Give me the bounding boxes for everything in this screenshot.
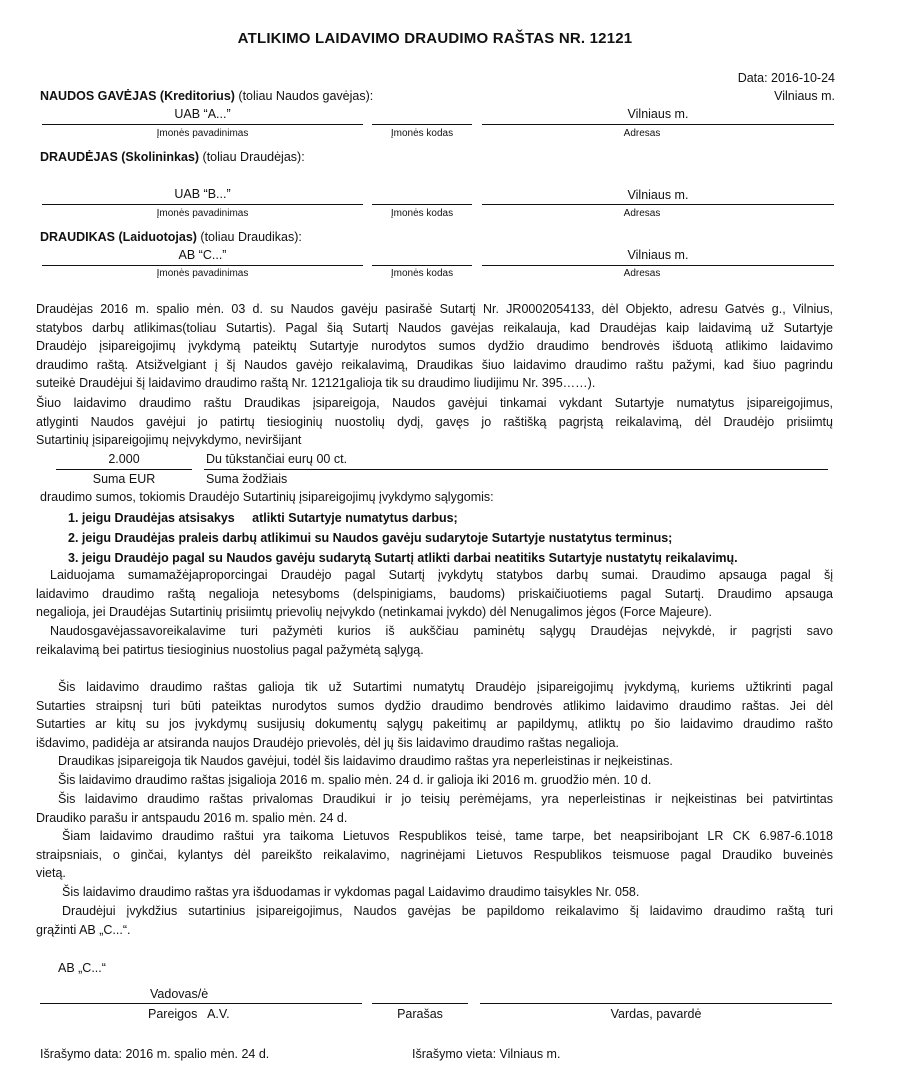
p11-line: grąžinti AB „C...“. xyxy=(36,922,131,937)
amount-label: Suma EUR xyxy=(92,472,156,486)
insurer-heading-rest: (toliau Draudikas): xyxy=(196,230,302,244)
issue-place: Išrašymo vieta: Vilniaus m. xyxy=(412,1047,561,1061)
amount-value-line xyxy=(56,469,192,470)
signature-name-line xyxy=(480,1003,832,1004)
beneficiary-label-address: Adresas xyxy=(623,128,661,139)
paragraph-scope xyxy=(36,566,833,622)
amount-words: Du tūkstančiai eurų 00 ct. xyxy=(206,452,348,466)
document-title: ATLIKIMO LAIDAVIMO DRAUDIMO RAŠTAS NR. 12121 xyxy=(237,30,633,47)
p1-line: draudimo raštą. Atsižvelgiant į šį Naudos gavėjo reikalavimą, Draudikas šiuo laidavimo draudimo raštu pažymi, kad šiuo pagrindu xyxy=(36,357,833,372)
condition-item: 3. jeigu Draudėjo pagal su Naudos gavėju sudarytą Sutartį atlikti darbai neatitiks Sutartyje nustatytų reikalavimų. xyxy=(68,551,738,565)
conditions-list xyxy=(68,508,738,568)
p5-line: išdavimo, padidėja ar atsiranda naujos Draudėjo prievolės, dėl jų šis laidavimo draudimo raštas negalioja. xyxy=(36,735,619,750)
insurer-name: AB “C...” xyxy=(178,248,227,262)
beneficiary-heading-bold: NAUDOS GAVĖJAS (Kreditorius) xyxy=(40,89,235,103)
signature-sign-line xyxy=(372,1003,468,1004)
insurer-label-name: Įmonės pavadinimas xyxy=(156,268,249,279)
p1-line: Draudėjo įsipareigojimų įvykdymą pateiktų Sutartyje nurodytos sumos dydžio draudimo bendrovės išduotą atlikimo laidavimo xyxy=(36,339,833,354)
beneficiary-code-line xyxy=(372,124,472,125)
signature-label-name: Vardas, pavardė xyxy=(610,1007,702,1021)
p5-line: Sutarties straipsnį turi būti pateiktas nurodytos sumos dydžio draudimo bendrovės atlikimo laidavimo draudimo raštas. Jei dėl xyxy=(36,698,833,713)
p2-line: atlyginti Naudos gavėjui jo patirtų tiesioginių nuostolių dydį, gavęs jo raštišką pagrįstą reikalavimą, dėl Draudėjo prisiimtų xyxy=(36,414,833,429)
p3-line: negalioja, jei Draudėjas Sutartinių prisiimtų prievolių neįvykdo (netinkamai įvykdo) dėl Nenugalimos jėgos (Force Majeure). xyxy=(36,605,713,620)
principal-address-line xyxy=(482,204,834,205)
signature-company: AB „C...“ xyxy=(58,961,106,975)
signature-label-position: Pareigos A.V. xyxy=(148,1007,230,1021)
paragraph-obligation xyxy=(36,394,833,450)
principal-address: Vilniaus m. xyxy=(627,188,689,202)
principal-label-name: Įmonės pavadinimas xyxy=(156,208,249,219)
insurer-name-line xyxy=(42,265,363,266)
p1-line: Draudėjas 2016 m. spalio mėn. 03 d. su Naudos gavėju pasirašė Sutartį Nr. JR0002054133, dėl Objekto, adresu Gatvės g., Vilnius, xyxy=(36,302,833,316)
document-date: Data: 2016-10-24 xyxy=(737,71,835,85)
paragraph-return xyxy=(36,902,833,939)
insurer-code-line xyxy=(372,265,472,266)
p2-line: Šiuo laidavimo draudimo raštu Draudikas įsipareigoja, Naudos gavėjui tinkamai vykdant Sutartyje numatytus įsipareigojimus, xyxy=(36,396,833,410)
p9-line: straipsniais, o ginčai, kylantys dėl pareikšto reikalavimo, nagrinėjami Lietuvos Respublikos teismuose pagal Draudiko buveinės xyxy=(36,847,833,862)
principal-name-line xyxy=(42,204,363,205)
principal-heading-bold: DRAUDĖJAS (Skolininkas) xyxy=(40,150,200,164)
p9-line: Šiam laidavimo draudimo raštui yra taikoma Lietuvos Respublikos teisė, tame tarpe, bet neapsiribojant LR CK 6.987-6.1018 xyxy=(62,829,833,843)
p4-line: Naudosgavėjassavoreikalavime turi pažymėti kurios iš aukščiau paminėtų sąlygų Draudėjas neįvykdė, ir pagrįsti savo xyxy=(50,624,833,638)
paragraph-validity xyxy=(36,678,833,752)
beneficiary-name: UAB “A...” xyxy=(174,107,231,121)
signature-position-line xyxy=(40,1003,362,1004)
insurer-heading-bold: DRAUDIKAS (Laiduotojas) xyxy=(40,230,197,244)
paragraph-transfer xyxy=(36,752,833,771)
insurer-address-line xyxy=(482,265,834,266)
p1-line: statybos darbų atlikimas(toliau Sutartis). Pagal šią Sutartį Naudos gavėjas reikalauja, kad Draudėjas kaip laidavimą už Sutartyje xyxy=(36,320,833,335)
insurer-label-address: Adresas xyxy=(623,268,661,279)
p5-line: Sutarties ar kitų su jos įvykdymų susijusių dokumentų sąlygų pakeitimų ar papildymų, atliktų po šio laidavimo draudimo rašto xyxy=(36,717,833,732)
amount-words-label: Suma žodžiais xyxy=(206,472,288,486)
paragraph-law xyxy=(36,827,833,883)
condition-item: 2. jeigu Draudėjas praleis darbų atlikimui su Naudos gavėju sudarytoje Sutartyje nustatytus terminus; xyxy=(68,531,673,545)
beneficiary-address-line xyxy=(482,124,834,125)
beneficiary-heading-rest: (toliau Naudos gavėjas): xyxy=(234,89,374,103)
signature-label-sign: Parašas xyxy=(397,1007,443,1021)
p7-line: Šis laidavimo draudimo raštas įsigalioja 2016 m. spalio mėn. 24 d. ir galioja iki 2016 m. gruodžio mėn. 10 d. xyxy=(58,773,652,787)
paragraph-binding xyxy=(36,790,833,827)
p1-line: suteikė Draudėjui šį laidavimo draudimo raštą Nr. 12121galioja tik su draudimo liudijimu Nr. 395……). xyxy=(36,376,596,391)
p4-line: reikalavimą bei patirtus tiesioginius nuostolius pagal pažymėtą sąlygą. xyxy=(36,642,424,657)
paragraph-contract xyxy=(36,300,833,393)
insurer-heading xyxy=(40,230,302,244)
paragraph-term xyxy=(36,771,833,790)
principal-label-address: Adresas xyxy=(623,208,661,219)
principal-name: UAB “B...” xyxy=(174,187,231,201)
principal-heading xyxy=(40,150,305,164)
p2-line: Sutartinių įsipareigojimų neįvykdymo, neviršijant xyxy=(36,433,302,448)
beneficiary-label-code: Įmonės kodas xyxy=(390,128,454,139)
principal-label-code: Įmonės kodas xyxy=(390,208,454,219)
p3-line: Laiduojama sumamažėjaproporcingai Draudėjo pagal Sutartį įvykdytų statybos darbų sumai. Draudimo apsauga pagal šį xyxy=(50,568,833,582)
condition-item: 1. jeigu Draudėjas atsisakys atlikti Sutartyje numatytus darbus; xyxy=(68,511,458,525)
p9-line: vietą. xyxy=(36,866,66,881)
issue-date: Išrašymo data: 2016 m. spalio mėn. 24 d. xyxy=(40,1047,270,1061)
paragraph-claim xyxy=(36,622,833,659)
beneficiary-address: Vilniaus m. xyxy=(627,107,689,121)
p3-line: laidavimo draudimo raštą negalioja netesyboms (delspinigiams, baudoms) priskaičiuotiems pagal Sutartį. Draudimo apsauga xyxy=(36,586,833,601)
insurer-label-code: Įmonės kodas xyxy=(390,268,454,279)
conditions-intro: draudimo sumos, tokiomis Draudėjo Sutartinių įsipareigojimų įvykdymo sąlygomis: xyxy=(40,490,494,504)
p11-line: Draudėjui įvykdžius sutartinius įsipareigojimus, Naudos gavėjas be papildomo reikalavimo šį laidavimo draudimo raštą turi xyxy=(62,904,833,918)
insurer-address: Vilniaus m. xyxy=(627,248,689,262)
beneficiary-name-line xyxy=(42,124,363,125)
principal-code-line xyxy=(372,204,472,205)
beneficiary-label-name: Įmonės pavadinimas xyxy=(156,128,249,139)
principal-heading-rest: (toliau Draudėjas): xyxy=(199,150,305,164)
p8-line: Draudiko parašu ir antspaudu 2016 m. spalio mėn. 24 d. xyxy=(36,810,348,825)
p10-line: Šis laidavimo draudimo raštas yra išduodamas ir vykdomas pagal Laidavimo draudimo taisykles Nr. 058. xyxy=(62,885,640,899)
signature-role: Vadovas/ė xyxy=(150,987,209,1001)
document-city: Vilniaus m. xyxy=(774,89,835,103)
amount-value: 2.000 xyxy=(108,452,140,466)
paragraph-rules xyxy=(36,883,833,902)
p5-line: Šis laidavimo draudimo raštas galioja tik už Sutartimi numatytų Draudėjo įsipareigojimų įvykdymą, kuriems užtikrinti pagal xyxy=(58,680,833,694)
beneficiary-heading xyxy=(40,89,373,103)
p8-line: Šis laidavimo draudimo raštas privalomas Draudikui ir jo teisių perėmėjams, yra neperleistinas ir neįkeistinas bei patvirtintas xyxy=(58,792,833,806)
p6-line: Draudikas įsipareigoja tik Naudos gavėjui, todėl šis laidavimo draudimo raštas yra neperleistinas ir neįkeistinas. xyxy=(58,754,673,768)
amount-words-line xyxy=(204,469,828,470)
